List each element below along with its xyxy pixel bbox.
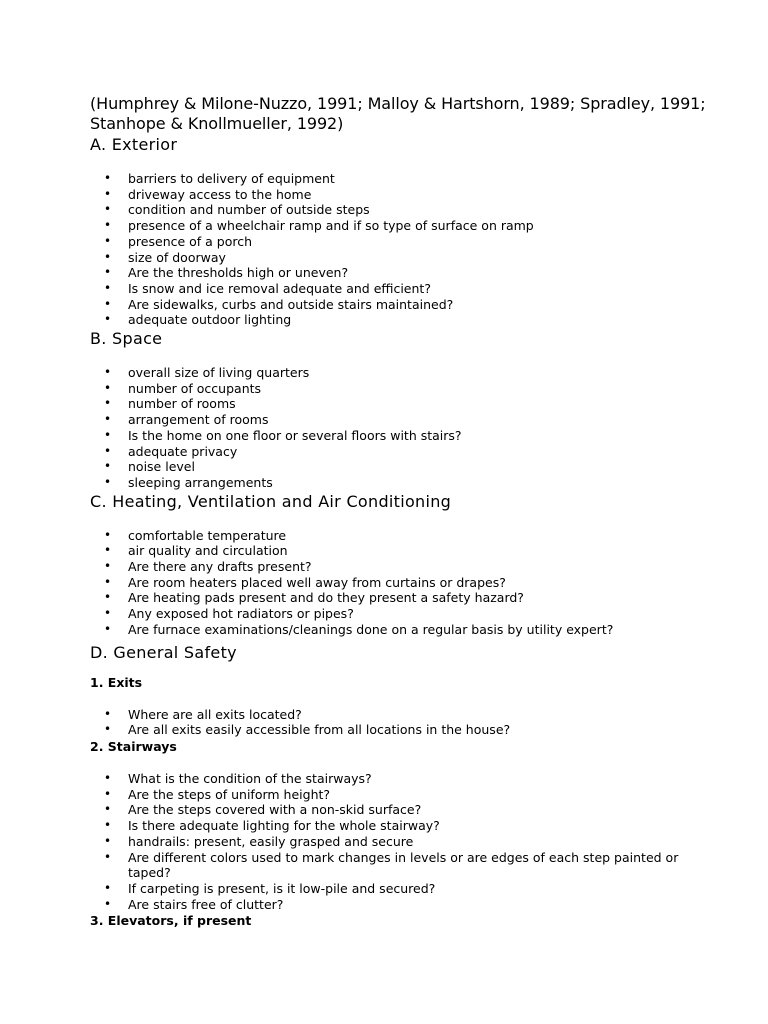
list-item: • Are different colors used to mark changes in levels or are edges of each step painted or taped?	[90, 850, 688, 881]
list-item: • Are stairs free of clutter?	[90, 897, 688, 913]
document-page	[90, 94, 750, 930]
subheading-exits: 1. Exits	[90, 674, 143, 690]
list-item: • presence of a porch	[90, 234, 688, 250]
list-item: • adequate privacy	[90, 444, 688, 460]
list-item: • arrangement of rooms	[90, 412, 688, 428]
list-item: • Is there adequate lighting for the whole stairway?	[90, 818, 688, 834]
list-item: • Is snow and ice removal adequate and efficient?	[90, 281, 688, 297]
exterior-list	[90, 171, 750, 328]
list-item: • Where are all exits located?	[90, 707, 688, 723]
list-item: • size of doorway	[90, 250, 688, 266]
list-item: • presence of a wheelchair ramp and if so type of surface on ramp	[90, 218, 688, 234]
list-item: • barriers to delivery of equipment	[90, 171, 688, 187]
list-item: • Any exposed hot radiators or pipes?	[90, 606, 688, 622]
list-item: • Are the thresholds high or uneven?	[90, 265, 688, 281]
list-item: • adequate outdoor lighting	[90, 312, 688, 328]
section-heading-hvac: C. Heating, Ventilation and Air Conditioning	[90, 491, 452, 511]
citation: (Humphrey & Milone-Nuzzo, 1991; Malloy & Hartshorn, 1989; Spradley, 1991; Stanhope & Knollmueller, 1992)	[90, 94, 706, 133]
list-item: • What is the condition of the stairways?	[90, 771, 688, 787]
section-heading-space: B. Space	[90, 329, 163, 349]
list-item: • Are the steps of uniform height?	[90, 787, 688, 803]
stairways-list	[90, 771, 750, 912]
list-item: • Are heating pads present and do they present a safety hazard?	[90, 590, 688, 606]
space-list	[90, 365, 750, 491]
list-item: • handrails: present, easily grasped and secure	[90, 834, 688, 850]
subheading-elevators: 3. Elevators, if present	[90, 913, 252, 929]
list-item: • Are room heaters placed well away from curtains or drapes?	[90, 575, 688, 591]
section-heading-general-safety: D. General Safety	[90, 642, 237, 662]
exits-list	[90, 707, 750, 738]
list-item: • sleeping arrangements	[90, 475, 688, 491]
list-item: • condition and number of outside steps	[90, 202, 688, 218]
list-item: • driveway access to the home	[90, 187, 688, 203]
list-item: • air quality and circulation	[90, 543, 688, 559]
list-item: • Are all exits easily accessible from all locations in the house?	[90, 722, 688, 738]
list-item: • noise level	[90, 459, 688, 475]
list-item: • Are there any drafts present?	[90, 559, 688, 575]
section-heading-exterior: A. Exterior	[90, 135, 178, 154]
list-item: • comfortable temperature	[90, 528, 688, 544]
list-item: • Is the home on one floor or several floors with stairs?	[90, 428, 688, 444]
list-item: • If carpeting is present, is it low-pile and secured?	[90, 881, 688, 897]
hvac-list	[90, 528, 750, 638]
list-item: • number of occupants	[90, 381, 688, 397]
subheading-stairways: 2. Stairways	[90, 738, 177, 754]
list-item: • number of rooms	[90, 396, 688, 412]
list-item: • Are furnace examinations/cleanings done on a regular basis by utility expert?	[90, 622, 688, 638]
list-item: • Are sidewalks, curbs and outside stairs maintained?	[90, 297, 688, 313]
list-item: • overall size of living quarters	[90, 365, 688, 381]
list-item: • Are the steps covered with a non-skid surface?	[90, 802, 688, 818]
